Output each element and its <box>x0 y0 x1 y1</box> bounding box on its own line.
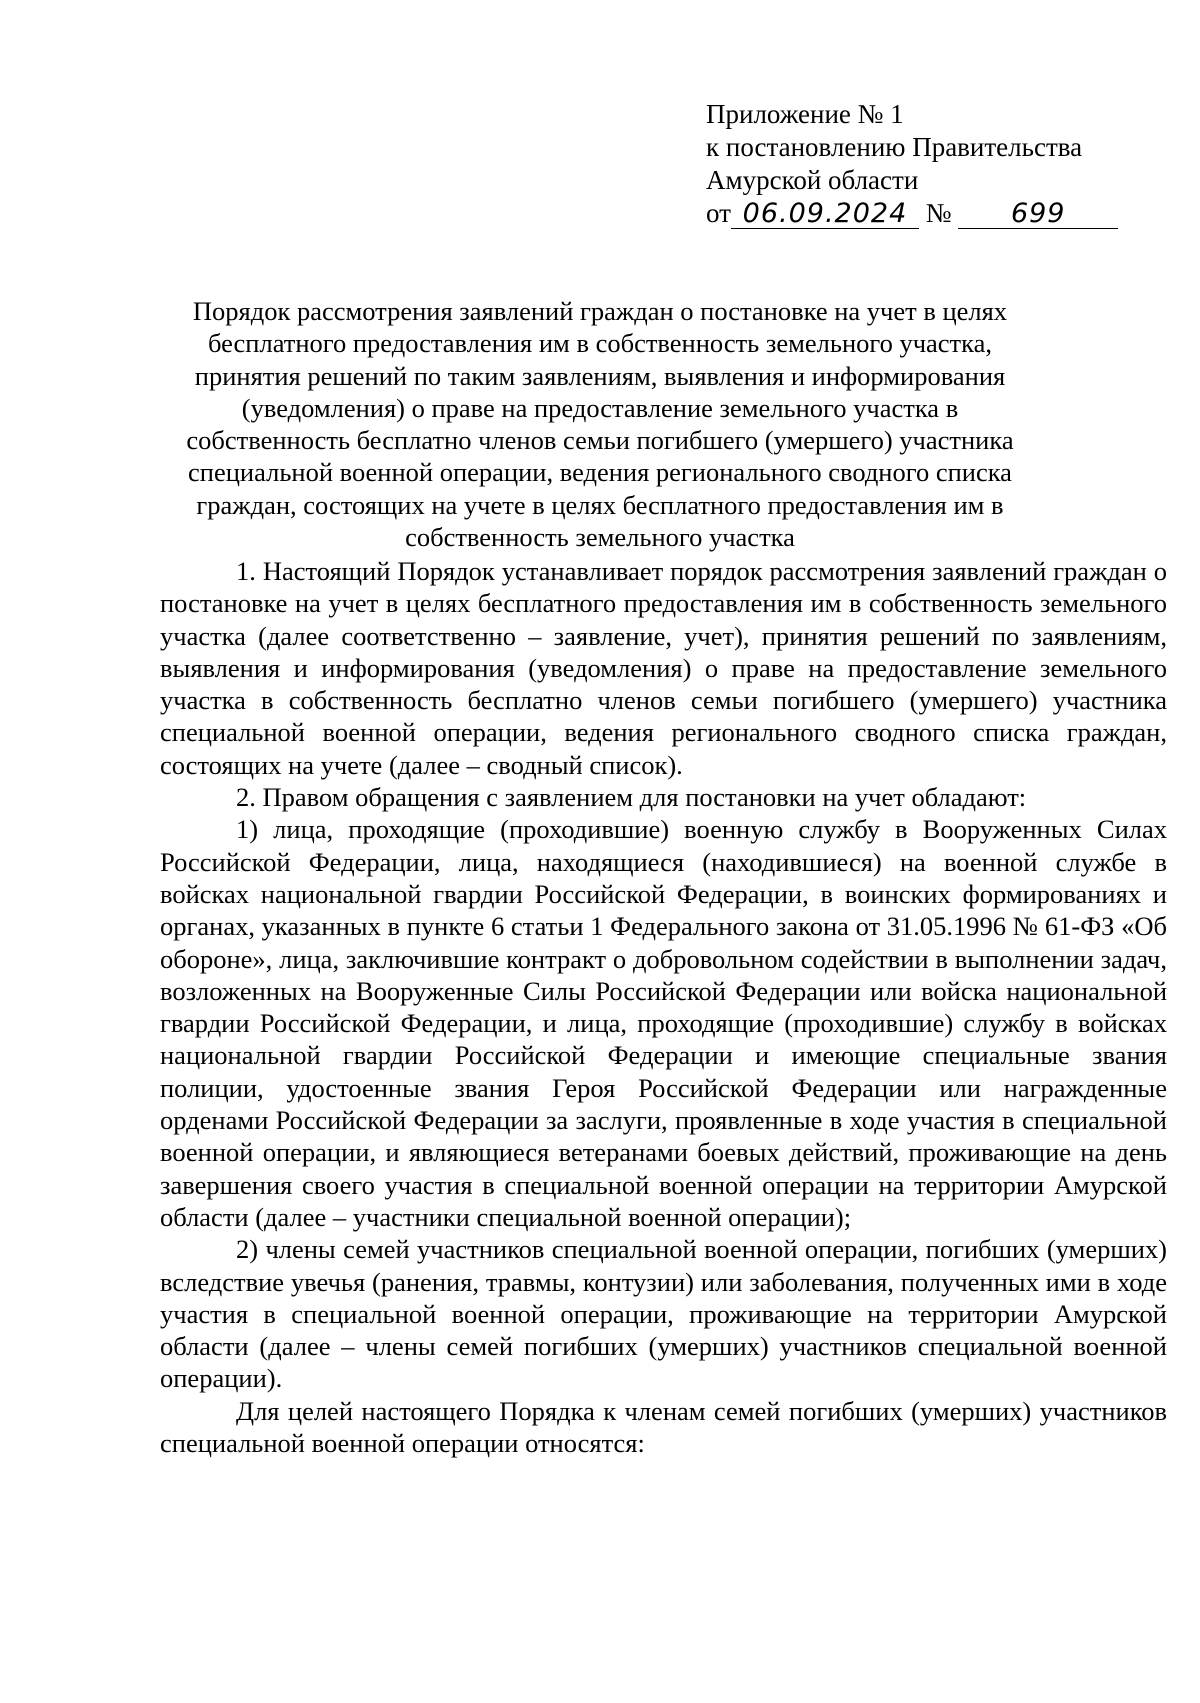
paragraph-family-members: Для целей настоящего Порядка к членам семей погибших (умерших) участников специальной военной операции относятся: <box>160 1395 1167 1459</box>
number-prefix: № <box>925 198 952 228</box>
paragraph-2-item-2: 2) члены семей участников специальной военной операции, погибших (умерших) вследствие увечья (ранения, травмы, контузии) или заболевания, полученных ими в ходе участия в специальной военной операции, проживающие на территории Амурской области (далее – члены семей погибших (умерших) участников специальной военной операции). <box>160 1234 1167 1394</box>
appendix-resolution-ref: к постановлению Правительства <box>706 132 1083 162</box>
appendix-date-line <box>706 197 1126 230</box>
handwritten-date: 06.09.2024 <box>731 200 919 229</box>
paragraph-2: 2. Правом обращения с заявлением для постановки на учет обладают: <box>236 782 1027 813</box>
handwritten-number: 699 <box>958 200 1118 229</box>
paragraph-1: 1. Настоящий Порядок устанавливает порядок рассмотрения заявлений граждан о постановке на учет в целях бесплатного предоставления им в собственность земельного участка (далее соответственно – заявление, учет), принятия решений по заявлениям, выявления и информирования (уведомления) о праве на предоставление земельного участка в собственность бесплатно членов семьи погибшего (умершего) участника специальной военной операции, ведения регионального сводного списка граждан, состоящих на учете (далее – сводный список). <box>160 556 1167 780</box>
document-title: Порядок рассмотрения заявлений граждан о постановке на учет в целях бесплатного предоставления им в собственность земельного участка, принятия решений по таким заявлениям, выявления и информирования (уведомления) о праве на предоставление земельного участка в собственность бесплатно членов семьи погибшего (умершего) участника специальной военной операции, ведения регионального сводного списка граждан, состоящих на учете в целях бесплатного предоставления им в собственность земельного участка <box>186 296 1014 553</box>
document-body <box>160 555 1167 1459</box>
appendix-region: Амурской области <box>706 165 919 195</box>
appendix-header <box>706 98 1126 230</box>
paragraph-2-item-1: 1) лица, проходящие (проходившие) военную службу в Вооруженных Силах Российской Федерации, лица, находящиеся (находившиеся) на военной службе в войсках национальной гвардии Российской Федерации, в воинских формированиях и органах, указанных в пункте 6 статьи 1 Федерального закона от 31.05.1996 № 61-ФЗ «Об обороне», лица, заключившие контракт о добровольном содействии в выполнении задач, возложенных на Вооруженные Силы Российской Федерации или войска национальной гвардии Российской Федерации, и лица, проходящие (проходившие) службу в войсках национальной гвардии Российской Федерации и имеющие специальные звания полиции, удостоенные звания Героя Российской Федерации или награжденные орденами Российской Федерации за заслуги, проявленные в ходе участия в специальной военной операции, и являющиеся ветеранами боевых действий, проживающие на день завершения своего участия в специальной военной операции на территории Амурской области (далее – участники специальной военной операции); <box>160 814 1167 1232</box>
appendix-title: Приложение № 1 <box>706 99 904 129</box>
date-prefix: от <box>706 198 731 228</box>
